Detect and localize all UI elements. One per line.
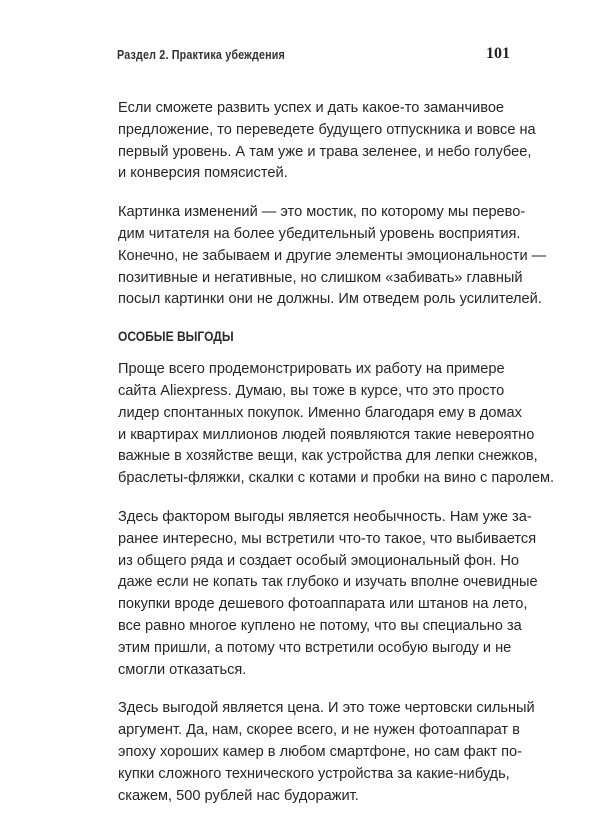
text-line: Если сможете развить успех и дать какое-то заманчивое (118, 100, 505, 116)
text-line: все равно многое куплено не потому, что вы специально за (118, 617, 522, 634)
text-line: покупки вроде дешевого фотоаппарата или штанов на лето, (118, 596, 528, 613)
text-line: скажем, 500 рублей нас будоражит. (118, 787, 359, 804)
text-line: важные в хозяйстве вещи, как устройства для лепки снежков, (118, 448, 538, 465)
paragraph-5 (118, 698, 535, 807)
text-line: сайта Aliexpress. Думаю, вы тоже в курсе, что это просто (118, 382, 505, 399)
text-line: Картинка изменений — это мостик, по которому мы перево- (118, 204, 526, 221)
page-body (118, 98, 555, 824)
text-line: смогли отказаться. (118, 661, 247, 678)
paragraph-4 (118, 507, 538, 681)
text-line: эпоху хороших камер в любом смартфоне, но сам факт по- (118, 743, 522, 760)
text-line: и квартирах миллионов людей появляются такие невероятно (118, 426, 535, 443)
text-line: ранее интересно, мы встретили что-то такое, что выбивается (118, 530, 537, 547)
text-line: посыл картинки они не должны. Им отведем роль усилителей. (118, 291, 542, 308)
text-line: даже если не копать так глубоко и изучать вполне очевидные (118, 574, 538, 591)
paragraph-3 (118, 359, 555, 490)
text-line: этим пришли, а потому что встретили особую выгоду и не (118, 639, 512, 656)
text-line: дим читателя на более убедительный уровень восприятия. (118, 225, 521, 242)
text-line: предложение, то переведете будущего отпускника и вовсе на (118, 121, 536, 138)
text-line: купки сложного технического устройства за какие-нибудь, (118, 765, 510, 782)
paragraph-1 (118, 98, 536, 185)
text-line: первый уровень. А там уже и трава зеленее, и небо голубее, (118, 143, 532, 160)
section-subheading: ОСОБЫЕ ВЫГОДЫ (118, 328, 234, 345)
text-line: Здесь фактором выгоды является необычность. Нам уже за- (118, 508, 532, 525)
paragraph-2 (118, 202, 547, 311)
text-line: Конечно, не забываем и другие элементы эмоциональности — (118, 247, 547, 264)
text-line: аргумент. Да, нам, скорее всего, и не нужен фотоаппарат в (118, 722, 520, 739)
text-line: Здесь выгодой является цена. И это тоже чертовски сильный (118, 700, 535, 717)
text-line: Проще всего продемонстрировать их работу на примере (118, 361, 505, 378)
text-line: и конверсия помясистей. (118, 165, 288, 182)
text-line: из общего ряда и создает особый эмоциональный фон. Но (118, 552, 520, 569)
running-header: Раздел 2. Практика убеждения (117, 48, 285, 62)
text-line: лидер спонтанных покупок. Именно благодаря ему в домах (118, 404, 522, 421)
text-line: браслеты-фляжки, скалки с котами и пробки на вино с паролем. (118, 470, 555, 487)
text-line: позитивные и негативные, но слишком «забивать» главный (118, 269, 523, 286)
page-number: 101 (486, 45, 510, 62)
